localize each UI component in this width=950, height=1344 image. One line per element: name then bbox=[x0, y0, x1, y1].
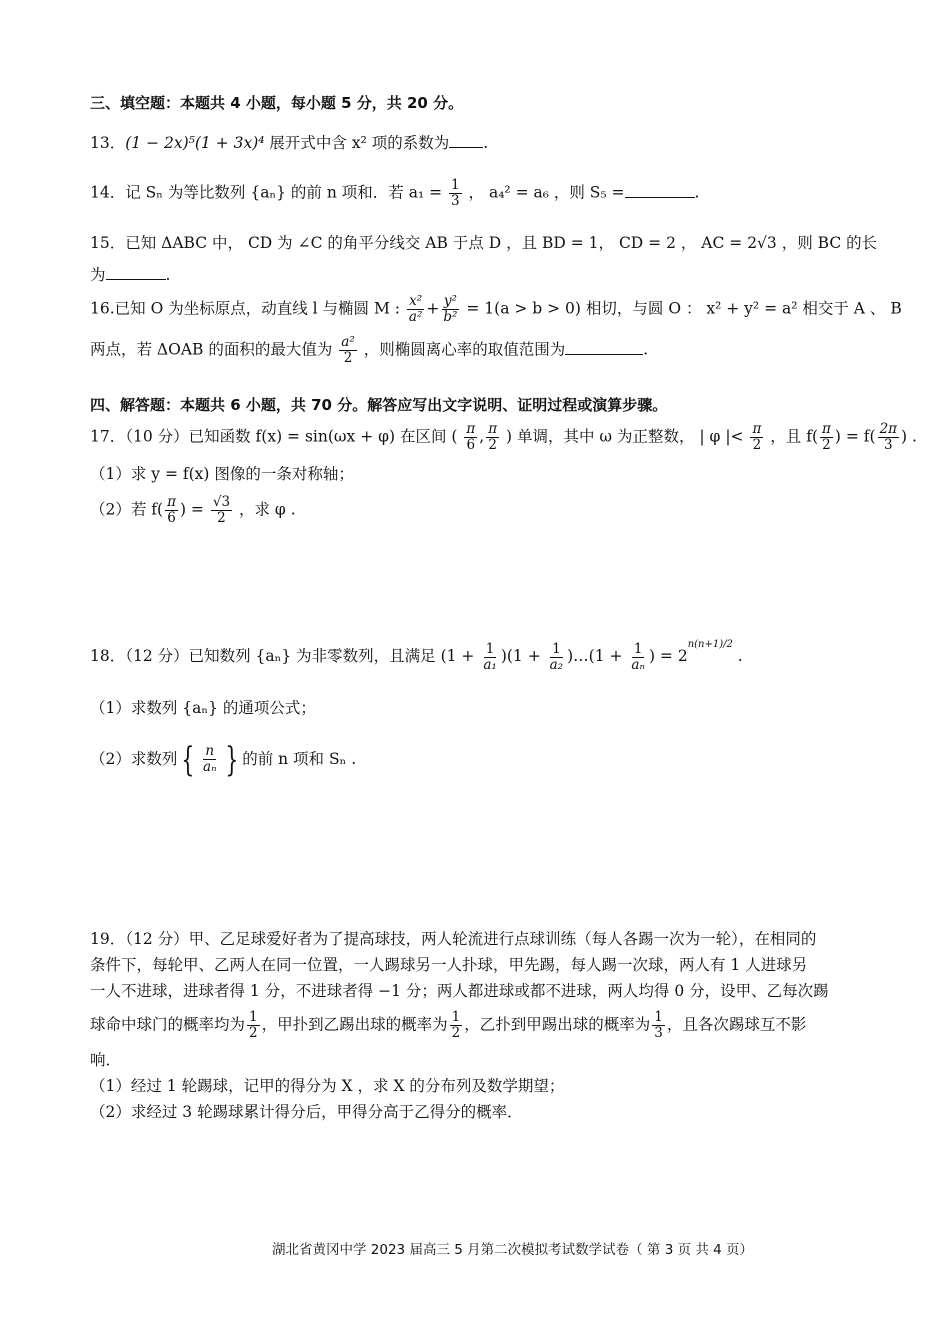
answer-blank bbox=[449, 133, 483, 148]
fraction: $\frac{1}{2}$ bbox=[451, 1009, 461, 1041]
question-14: 14．记 Sₙ 为等比数列 {aₙ} 的前 n 项和．若 a₁ = $\frac{1}{3}$ ， a₄² = a₆ ，则 S₅ = . bbox=[90, 177, 700, 209]
question-17: 17．（10 分）已知函数 f(x) = sin(ωx + φ) 在区间 ( $\frac{\pi}{6}$ , $\frac{\pi}{2}$ ) 单调，其中 ω 为正整数， | φ |< $\frac{\pi}{2}$ ，且 f( $\frac{\pi}{2}$ ) = f( $\frac{2\pi}{3}$ ) . （1）求 y = f(x) 图像的一条对称轴； （2）若 f( $\frac{\pi}{6}$ ) = $\frac{√3}{2}$ ，求 φ . bbox=[90, 421, 917, 526]
left-brace: { bbox=[181, 739, 195, 780]
fraction: $\frac{\pi}{2}$ bbox=[822, 421, 831, 453]
fraction: $\frac{1}{\text{a₁}}$ bbox=[483, 640, 497, 673]
fraction: $\frac{\text{y²}}{\text{b²}}$ bbox=[443, 293, 458, 325]
fraction: $\frac{1}{3}$ bbox=[451, 177, 460, 209]
question-18: 18．（12 分）已知数列 {aₙ} 为非零数列，且满足 (1 + $\frac{1}{\text{a₁}}$ )(1 + $\frac{1}{\text{a₂}}$ )…(1 + $\frac{1}{\text{aₙ}}$ ) = $2^{n(n+1)/2}$ . （1）求数列 {aₙ} 的通项公式； （2）求数列 { $\frac{n}{\text{aₙ}}$ } 的前 n 项和 Sₙ . bbox=[90, 639, 743, 780]
section-3-title: 三、填空题：本题共 4 小题，每小题 5 分，共 20 分。 bbox=[90, 94, 464, 112]
fraction: $\frac{1}{\text{a₂}}$ bbox=[549, 640, 564, 673]
question-13: 13．(1 − 2x)⁵(1 + 3x)⁴ 展开式中含 x² 项的系数为 . bbox=[90, 134, 489, 152]
section-4-title: 四、解答题：本题共 6 小题，共 70 分。解答应写出文字说明、证明过程或演算步骤。 bbox=[90, 396, 668, 414]
fraction: $\frac{\pi}{6}$ bbox=[167, 494, 176, 526]
fraction: $\frac{1}{3}$ bbox=[654, 1009, 663, 1041]
page-footer: 湖北省黄冈中学 2023 届高三 5 月第二次模拟考试数学试卷（ 第 3 页 共 4 页） bbox=[272, 1242, 754, 1258]
fraction: $\frac{\pi}{6}$ bbox=[466, 421, 476, 453]
question-16: 16.已知 O 为坐标原点，动直线 l 与椭圆 M : $\frac{\text{x²}}{\text{a²}}$ + $\frac{\text{y²}}{\text{b²}}$ = 1(a > b > 0) 相切，与圆 O ： x² + y² = a² 相交于 A 、 B 两点，若 ΔOAB 的面积的最大值为 $\frac{\text{a²}}{2}$ ，则椭圆离心率的取值范围为 . bbox=[90, 293, 902, 366]
fraction: $\frac{√3}{2}$ bbox=[212, 494, 231, 526]
fraction: $\frac{2\pi}{3}$ bbox=[879, 421, 898, 453]
right-brace: } bbox=[224, 739, 238, 780]
fraction: $\frac{\text{a²}}{2}$ bbox=[341, 334, 355, 366]
fraction: $\frac{1}{\text{aₙ}}$ bbox=[631, 640, 645, 673]
fraction: $\frac{\pi}{2}$ bbox=[488, 421, 498, 453]
question-15: 15．已知 ΔABC 中， CD 为 ∠C 的角平分线交 AB 于点 D ，且 BD = 1， CD = 2 ， AC = 2√3 ，则 BC 的长 为 . bbox=[90, 234, 878, 284]
answer-blank bbox=[625, 183, 695, 198]
answer-blank bbox=[106, 265, 166, 280]
question-19: 19．（12 分）甲、乙足球爱好者为了提高球技，两人轮流进行点球训练（每人各踢一次为一轮），在相同的 条件下，每轮甲、乙两人在同一位置，一人踢球另一人扑球，甲先踢，每人踢一次球，两人有 1 人进球另 一人不进球，进球者得 1 分，不进球者得 −1 分；两人都进球或都不进球，两人均得 0 分，设甲、乙每次踢 球命中球门的概率均为 $\frac{1}{2}$ ，甲扑到乙踢出球的概率为 $\frac{1}{2}$ ，乙扑到甲踢出球的概率为 $\frac{1}{3}$ ，且各次踢球互不影 响． （1）经过 1 轮踢球，记甲的得分为 X ，求 X 的分布列及数学期望； （2）求经过 3 轮踢球累计得分后，甲得分高于乙得分的概率． bbox=[90, 930, 829, 1121]
answer-blank bbox=[565, 340, 643, 355]
fraction: $\frac{\text{x²}}{\text{a²}}$ bbox=[408, 293, 423, 325]
fraction: $\frac{1}{2}$ bbox=[249, 1009, 258, 1041]
fraction: $\frac{n}{\text{aₙ}}$ bbox=[203, 743, 217, 776]
fraction: $\frac{\pi}{2}$ bbox=[752, 421, 762, 453]
